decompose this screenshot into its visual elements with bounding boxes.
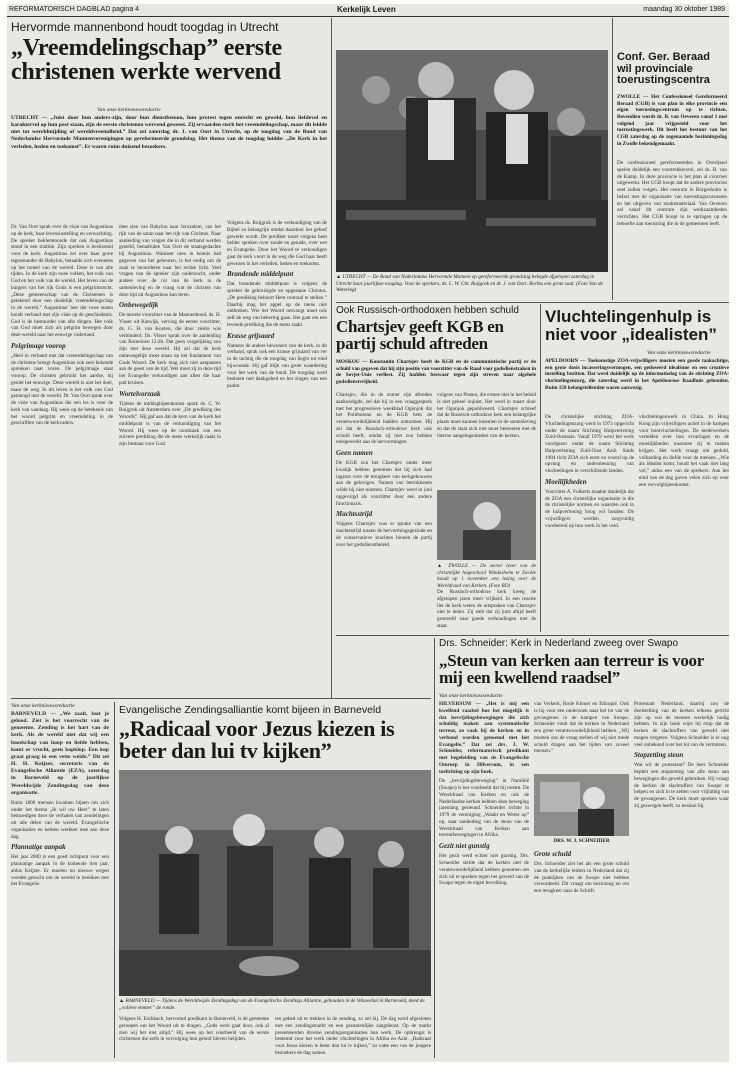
photo-utrecht-caption: ▲ UTRECHT — De Bond van Nederlandse Hervormde Mannen op gereformeerde grondslag belegde afgelopen zaterdag in Utrecht haar jaarlijkse toogdag. Voor de sprekers, ds. L. W. Chr. Ruijgrok en dr. J. van Oort. Rechts een grote zaal. (Foto Van de Wetering) — [336, 274, 603, 293]
barneveld-subhead-plannatig: Plannatige aanpak — [11, 843, 66, 852]
barneveld-column-1 — [11, 711, 109, 1058]
swapo-column-1 — [439, 701, 529, 1058]
photo-utrecht-illustration — [336, 50, 608, 272]
column-rule-vlucht — [540, 304, 541, 632]
swapo-byline: Van onze kerknieuwsredactie — [439, 693, 503, 699]
art1-column-2 — [119, 224, 221, 694]
art1-subhead-grijsaard: Krasse grijsaard — [227, 331, 275, 340]
art1-col3b-text: Dat brandende middelpunt is volgens de spreker de gekruisigde en opgestane Christus. „De prediking behoort Hem centraal te stellen.” Daarbij mag het appel op de mens niet ontbreken. Wie het Woord ontvangt moet ook zelf de weg van bekering gaan. Het gaat om een levende prediking die de mens raakt. — [227, 281, 327, 328]
barneveld-column-3 — [275, 1016, 431, 1058]
art1-col1-text: Dr. Van Oort sprak over de visie van Augustinus op de kerk, haar levensinstelling en verwachting. De spreker beklemtoonde dat ook Augustinus stond in een traditie. Zijn spreken is beslissend voor de kerk. Augustinus zei over haar grote tegenstander de Babylon, betaalde zich eveneens op het toneel van de wereld. Deze is van alle tijden. In de kerk zijn twee volken, het volk van God en het volk van de wereld. Het leven van de burgers van het rijk Gods is een pelgrimstocht. „Deze gemeenschap van de Christenen is getekend door een duidelijk vreemdelingschap in de wereld.” Augustinus' leer der twee staten houdt verband met zijn visie op de geschiedenis. God is de bestuurder van alle dingen. Het volk van God moet zich als pelgrim bewegen door deze wereld naar het eeuwige vaderland. — [11, 224, 113, 338]
vlucht-headline: Vluchtelingenhulp is niet voor „idealisten” — [545, 308, 717, 344]
column-rule-beraad — [612, 18, 613, 300]
vlucht-col1-text: De christelijke stichting ZOA-Vluchtelingenzorg werd in 1973 opgericht onder de naam Stichting Hulpverlening Zuid-Oostazie. Vanaf 1979 werd het werk voortgezet onder de naam Stichting Hulpverlening Zuid-Oost Azië. Sinds 1984 richt ZOA zich eerst en vooral op de opvang en ondersteuning van vluchtelingen in verschillende landen. — [545, 414, 634, 474]
kgb-col2b-text: De Russisch-orthodoxe kerk kreeg de afgelopen jaren meer vrijheid. In een reactie liet de kerk weten de uitspraken van Chartsjev niet te delen. Zij stelt dat zij juist altijd heeft gestreefd naar goede verhoudingen met de staat. — [437, 589, 536, 629]
barneveld-col3-text: ten gebed uit te trekken in de zending, zo zei hij. De dag werd afgesloten met een zendingsmarkt en een gezamenlijke zangdienst. Op de markt presenteerden diverse zendingsorganisaties hun werk. De opbrengst is bestemd voor het werk onder vluchtelingen in Afrika en Azië. „Radicaal voor Jezus kiezen is beter dan lui tv kijken,” zo vatte een van de jongere bezoekers de dag samen. — [275, 1016, 431, 1056]
kgb-subhead-geen-namen: Geen namen — [336, 449, 373, 457]
kgb-col1b-text: De KGB zou het Chartsjev onder meer kwalijk hebben genomen dat hij zich had ingezet voor de terugkeer van kerkgebouwen aan de gelovigen. Namen van betrokkenen wilde hij niet noemen. Chartsjev werd in juni opgevolgd als voorzitter door een andere functionaris. — [336, 460, 432, 507]
barneveld-col1b-text: Het jaar 2000 is een goed richtpunt voor een plannatige aanpak in de komende tien jaar, aldus Keijzer. Er moeten nu nieuwe wegen worden gezocht om de wereld te bereiken met het Evangelie. — [11, 854, 109, 888]
barneveld-kicker: Evangelische Zendingsalliantie komt bijeen in Barneveld — [119, 704, 382, 716]
art1-byline: Van onze kerknieuwsredactie — [97, 107, 161, 113]
art1-column-1 — [11, 224, 113, 694]
kgb-col2-text: volgens van Pinsen, die ermee niet in het beleid is niet geheel onjuist. Het werd in maart door het Ogonjok gepubliceerd. Chartsjev schreef dat de Russisch-orthodoxe kerk een belangrijke plaats moet kunnen innemen in de samenleving en dat de staat zich niet moet bemoeien met de interne aangelegenheden van de kerken. — [437, 392, 536, 439]
vlucht-subhead-moeilijkheden: Moeilijkheden — [545, 477, 587, 486]
swapo-column-2 — [534, 701, 629, 771]
art1-subhead-wortelvorzaak: Wortelvorzaak — [119, 389, 161, 398]
masthead-date: maandag 30 oktober 1989 — [643, 6, 725, 13]
art1-subhead-brandende: Brandende middelpunt — [227, 270, 294, 279]
photo-schneider-illustration — [534, 774, 629, 836]
vlucht-byline: Van onze kerknieuwsredactie — [647, 350, 711, 356]
kgb-col1-text: Chartsjev, die in de zomer zijn aftreden aankondigde, zei dat hij in een vraaggesprek met het progressieve weekblad Ogonjok dat het Politbureau en de KGB hem de verantwoordelijkheid hadden ontnomen. Hij zei dat de Russisch-orthodoxe kerk ook schuld heeft, omdat zij niet zou hebben meegewerkt aan de hervormingen. — [336, 392, 432, 446]
vlucht-column-2 — [639, 414, 729, 632]
photo-schneider-caption: DRS. W. J. SCHNEIDER — [553, 838, 610, 844]
swapo-headline: „Steun van kerken aan terreur is voor mij een kwellend raadsel” — [439, 652, 704, 687]
kgb-lead: MOSKOU — Konstantin Chartsjev heeft de KGB en de communistische partij er de schuld van gegeven dat hij zijn positie van voorzitter van de Raad voor godsdienstzaken in de Sovjet-Unie verliest. Zij hadden bezwaar tegen zijn streven naar algehele godsdienstvrijheid. — [336, 359, 536, 385]
photo-zwolle-caption: ▲ ZWOLLE — De sector lezer van de christelijke hogeschool Windesheim te Zwolle houdt op 1 november een lezing over de Wereldraad van Kerken. (Foto RD) — [437, 563, 536, 589]
vlucht-lead: APELDOORN — Toekomstige ZOA-vrijwilligers moeten een goede taakachtige, een grote dosis incasseringsvermogen, een gedoseerd idealisme en een creatieve instelling bezitten. Dat werd duidelijk op de informatiedag van de stichting ZOA-vluchtelingenzorg, die zaterdag werd in het Apeldoornse Raadhuis gehouden. Ruim 150 belangstellenden waren aanwezig. — [545, 358, 729, 391]
rule-above-barneveld — [11, 698, 431, 699]
vlucht-column-1 — [545, 414, 634, 632]
photo-zwolle-illustration — [437, 490, 536, 560]
swapo-col3b-text: Wat wil de protestant? De heer Schneider bepleit een stopzetting van alle steun aan bewegingen die geweld gebruiken. Hij vraagt de kerken de slachtoffers van Swapo te helpen en zich in te zetten voor vrijlating van de gevangenen. De kerk moet spreken waar zij gezwegen heeft, zo besloot hij. — [634, 762, 729, 809]
newspaper-page — [7, 4, 729, 1062]
swapo-column-2b — [534, 847, 629, 1058]
photo-barneveld — [119, 770, 431, 996]
swapo-subhead-gezit: Gezit niet gunstig — [439, 842, 490, 851]
barneveld-col2-text: Volgens H. Eschbach, hervormd predikant in Barneveld, is de gemeente geroepen om het Woord uit te dragen. „Gods werk gaat door, ook al zien wij het niet altijd.” Hij wees op het voorbeeld van de eerste christenen die zelfs in vervolging hun geloof bleven belijden. — [119, 1016, 269, 1043]
swapo-subhead-grote-schuld: Grote schuld — [534, 850, 572, 858]
kgb-column-1 — [336, 392, 432, 632]
vlucht-col2-text: vluchtelingenwerk in China. In Hong Kong zijn vrijwilligers actief in de kampen voor bootvluchtelingen. De medewerkers vertelden over hun ervaringen en de moeilijkheden waarmee zij te maken krijgen. Het werk vraagt om geduld, volharding en liefde voor de mensen. „Wie als idealist komt, houdt het vaak niet lang vol,” aldus een van de sprekers. Aan het eind van de dag gaven velen zich op voor een vervolgbijeenkomst. — [639, 414, 729, 488]
kgb-headline: Chartsjev geeft KGB en partij schuld aftreden — [336, 318, 504, 353]
beraad-headline: Conf. Ger. Beraad wil provinciale toerustingscentra — [617, 52, 710, 87]
rule-under-photo — [336, 302, 729, 303]
swapo-col2-text: van Verkerk, Rode Khmer en Ethiopië. Ook is hij voor een onderzoek naar het lot van de gevangenen in de kampen van Swapo. Schneider vindt dat de kerken in Nederland een grote verantwoordelijkheid hebben. „Wij moeten ons de vraag stellen of wij niet mede schuld dragen aan het lijden van zoveel mensen.” — [534, 701, 629, 755]
beraad-body: De confessioneel gereformeerden in Overijssel spelen duidelijk een voortrekkersrol, zei ds. B. van de Kamp. In deze provincie is het plan al concreet uitgewerkt. Het CGB hoopt dat de andere provincies snel zullen volgen. Het centrum in Borgesholm is belast met de organisatie van toerustingscursussen en het uitgeven van studiemateriaal. Van Oeveren zal vanaf dit centrum zijn werkzaamheden verrichten. Het CGB hoopt in te springen op de behoefte aan toerusting die in de gemeenten leeft. — [617, 160, 727, 227]
art1-col1b-text: „Heel in verband met dat vreemdelingschap van de christene brengt Augustinus ook zeer bekende spreuken naar voren. De pelgrimage staat voorop. De christen gebruikt het aardse, hij geniet het eeuwige. Deze wereld is niet het doel, maar de weg. In dit leven is het volk van God gemengd met de wereld. Dr. Van Oort sprak over de visie van Augustinus die een les is voor de kerk van vandaag. Hij wees op de betekenis van het woord pelgrim en vreemdeling in de geschriften van de kerkvaders. — [11, 352, 113, 427]
column-rule-swapo — [434, 638, 435, 1058]
masthead-paper: REFORMATORISCH DAGBLAD pagina 4 — [9, 6, 140, 13]
swapo-subhead-stopzetting: Stopzetting steun — [634, 751, 684, 760]
photo-schneider — [534, 774, 629, 836]
masthead — [7, 4, 729, 17]
column-rule — [331, 18, 332, 698]
barneveld-col1-text: Ruim 1800 mensen kwamen bijeen om zich onder het thema „Ik wil uw Heer” te laten bemoedigen door de verhalen van zendelingen uit alle delen van de wereld. Evangelische organisaties en kerken werkten mee aan deze dag. — [11, 799, 109, 840]
photo-barneveld-illustration — [119, 770, 431, 996]
art1-subhead-pelgrimage: Pelgrimage voorop — [11, 341, 66, 350]
art1-col3c-text: Namens de andere bewoners van de kerk, in dit verband, sprak ook een krasse grijsaard van ver in de tachtig die de toogdag van begin tot eind bijwoonde. Hij gaf blijk van grote waardering voor het werk van de bond. De toogdag werd besloten met dankgebed en het zingen van een psalm. — [227, 342, 327, 390]
kgb-kicker: Ook Russisch-orthodoxen hebben schuld — [336, 305, 519, 316]
art1-col2-text: mee zien van Babylon naar Jeruzalem, van het rijk van de satan naar het rijk van Christus. Naar aanleiding van vragen die in dit verband werden gesteld, benadrukte Van Oort de staatsgedachte bij Augustinus. Wanneer men in kennis had gegeven van het gebeuren, is het nodig om de zaak te beoordelen naar het rechte licht. Veel vragen van de spreker zijn onderzocht, onder andere over de rol van de kerk in de samenleving en de vraag wat de christen van deze tijd uit Augustinus kan leren. — [119, 224, 221, 298]
art1-lead: UTRECHT — „Juist door hun anders-zijn, door hun dienstbetoon, hun protest tegen onrecht en geweld, hun liefdevol en karaktervol op hun post staan, zijn de eerste christenen wervend geweest. Zij ervaarden sterk het vreemdelingschap, maar dit leidde niet tot wereldmijding of wereldvreemdheid.” Dat zei zaterdag dr. J. van Oort in Utrecht, op de toogdag van de Bond van Nederlandse Hervormde Mannenverenigingen op gereformeerde grondslag. Het thema van de toogdag luidde: „De Kerk in het verleden, heden en toekomst”. Er waren ruim duizend bezoekers. — [11, 115, 327, 150]
photo-barneveld-caption: ▲ BARNEVELD — Tijdens de Wereldwijde Zendingsdag van de Evangelische Zendings Alliantie, gehouden in de Veluwehal in Barneveld, deed de „volieve emmer” de ronde. — [119, 998, 425, 1011]
vlucht-col1b-text: Voorzitter A. Folkerts maakte duidelijk dat de ZOA een christelijke organisatie is die de christelijke normen en waarden ook in de hulpverlening hoog wil houden. De vrijwilligers worden zorgvuldig voorbereid op hun werk in het veld. — [545, 488, 634, 529]
art1-headline: „Vreemdelingschap” eerste christenen werkte wervend — [11, 36, 282, 85]
swapo-col3-text: Protestant Nederland, daarbij zou de doelstelling van de kerken telkens gericht zijn op wat de mensen werkelijk nodig hebben. In zijn boek wijst hij erop dat de kerken de slachtoffers van geweld niet mogen vergeten. Volgens Schneider is er nog veel onbekend over het lot van de vermisten. — [634, 701, 729, 748]
art1-subhead-onbewegelijk: Onbewegelijk — [119, 301, 159, 310]
swapo-kicker: Drs. Schneider: Kerk in Nederland zweeg over Swapo — [439, 638, 679, 649]
beraad-lead: ZWOLLE — Het Confessioneel Gereformeerd Beraad (CGB) is van plan in elke provincie een eigen toerustingscentrum op te richten. Bovendien wordt dr. B. van Oeveren vanaf 1 mei volgend jaar vrijgesteld voor het toerustingswerk. Dit heeft het bestuur van het CGB zaterdag op de zogenaamde bezinningsdag in Zwolle bekendgemaakt. — [617, 94, 727, 147]
art1-kicker: Hervormde mannenbond houdt toogdag in Utrecht — [11, 20, 279, 34]
art1-column-3 — [227, 134, 327, 694]
art1-col2c-text: Tijdens de middagbijeenkomst sprak ds. C. W. Ruijgrok uit Amsterdam over „De prediking des Woords”. Hij gaf aan dat de kern van de kerk het middelpunt is van de verkondiging van het Woord. Hij wees op de noodzaak van een zuivere prediking die de mens werkelijk raakt in zijn bestaan voor God. — [119, 400, 221, 448]
kgb-subhead-machtsstrijd: Machtsstrijd — [336, 510, 373, 519]
barneveld-column-2 — [119, 1016, 269, 1058]
kgb-col1c-text: Volgens Chartsjev was er sprake van een machtsstrijd tussen de hervormingsgezinde en de conservatieve krachten binnen de partij over het godsdienstbeleid. — [336, 521, 432, 548]
photo-zwolle — [437, 490, 536, 560]
masthead-section: Kerkelijk Leven — [337, 5, 396, 14]
art1-col2b-text: De morele voorzitter van de Mannenbond, ds. H. Visser uit Katwijk, verving de eerste voorzitter, ds. G. H. van Kooten, die door ziekte was verhinderd. Ds. Visser sprak over de aanleiding van Romeinen 12:2b. Dat geen vergelijking zou zijn met deze wereld. Hij zei dat de kerk onbewegelijk moet staan op het fundament van Gods Woord. De kerk mag zich niet aanpassen aan de geest van de tijd. Wel moet zij in deze tijd het Evangelie verkondigen aan allen die haar pad kruisen. — [119, 312, 221, 386]
swapo-column-3 — [634, 701, 729, 1058]
swapo-col2b-text: Drs. Schneider ziet het als een grote schuld van de kerkelijke leiders in Nederland dat zij de praktijken van de Swapo niet hebben veroordeeld. Dit vraagt om bezinning en om een terugkeer naar de Schrift. — [534, 861, 629, 895]
barneveld-byline: Van onze kerknieuwsredactie — [11, 703, 75, 709]
swapo-col1b-text: Het gezit werd echter niet gunstig. Drs. Schneider stelde dat de kerken niet de verantwoordelijkheid hebben genomen om zich uit te spreken tegen het geweld van de Swapo tegen de eigen bevolking. — [439, 853, 529, 887]
kgb-column-2 — [437, 392, 536, 487]
barneveld-lead: BARNEVELD — „We zaait, laat je gelood. Ziet is het voorrecht van de gemeente. Zending is het hart van de kerk. Als de wereld niet dat wij een boodschap van hoop en liefde hebben, komt er vrucht, geen kopklop. Een kop graat graag in een vette weide.” Dit zei H. H. Keijzer, secretaris van de Evangelische Alliantie (EZA), zaterdag in Barneveld op de jaarlijkse Wereldwijde Zendingsdag van deze organisatie. — [11, 711, 109, 796]
art1-col3-text: Volgens ds. Ruijgrok is de verkondiging van de Bijbel zo belangrijk omdat daardoor het geloof gewerkt wordt. De prediker moet volgens hem helder spreken over zonde en genade, over wet en Evangelie. Door het Woord te verkondigen gaat de kerk voort in de weg die God haar heeft gewezen in het verleden, heden en toekomst. — [227, 220, 327, 267]
swapo-lead: HILVERSUM — „Het is mij een kwellend raadsel hoe het mogelijk is dat bevrijdingsbewegingen die zich schuldig maken aan systematische terreur, zo vaak bij de kerken en in verband worden genoemd met het Evangelie.” Dat zei drs. J. W. Schneider, reformatorisch predikant met begeleiding van de Evangelische Omroep in Hilversum, in een toelichting op zijn boek. — [439, 701, 529, 775]
swapo-col1-text: De „bevrijdingsbeweging” in Namibië (Swapo) is het voorbeeld dat hij noemt. De Wereldraad van Kerken en ook de Nederlandse kerken hebben deze beweging jarenlang gesteund. Schneider richtte in 1979 de vereniging „Waakt en Weest op” op, naar aanleiding van de steun van de Wereldraad van Kerken aan terreurbewegingen in Afrika. — [439, 778, 529, 839]
column-rule-barneveld — [114, 702, 115, 1058]
barneveld-headline: „Radicaal voor Jezus kiezen is beter dan lui tv kijken” — [119, 718, 395, 763]
photo-utrecht-speakers — [336, 50, 608, 272]
rule-above-swapo — [336, 635, 729, 636]
kgb-column-2b — [437, 563, 536, 633]
